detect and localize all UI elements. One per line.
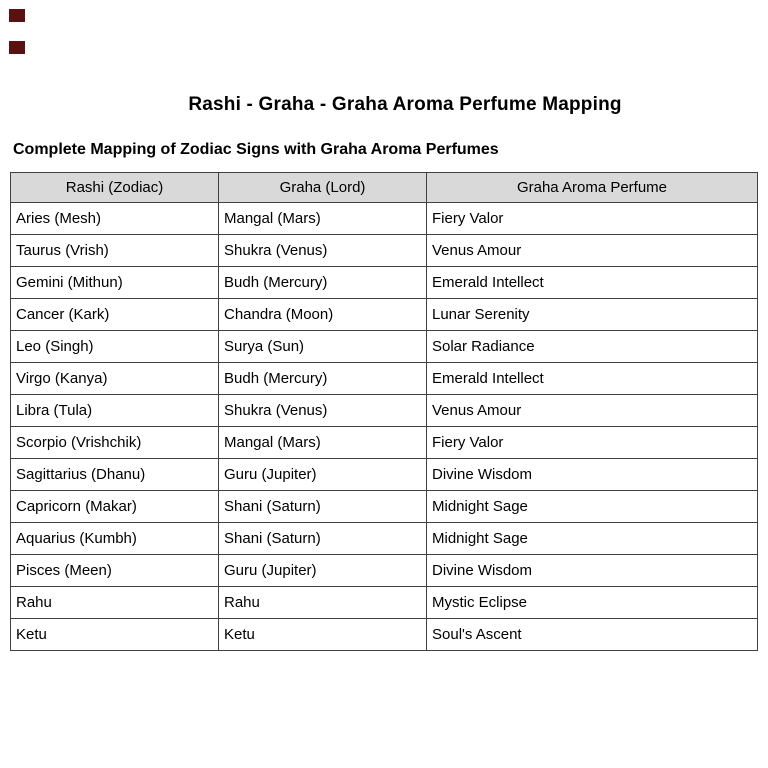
table-body bbox=[11, 203, 758, 651]
table-row bbox=[11, 523, 758, 555]
table-cell: Rahu bbox=[11, 587, 219, 619]
table-row bbox=[11, 555, 758, 587]
table-cell: Capricorn (Makar) bbox=[11, 491, 219, 523]
column-header-3: Graha Aroma Perfume bbox=[427, 173, 758, 203]
table-cell: Leo (Singh) bbox=[11, 331, 219, 363]
table-cell: Budh (Mercury) bbox=[219, 363, 427, 395]
table-cell: Ketu bbox=[11, 619, 219, 651]
table-cell: Rahu bbox=[219, 587, 427, 619]
table-cell: Emerald Intellect bbox=[427, 267, 758, 299]
table-cell: Fiery Valor bbox=[427, 427, 758, 459]
table-cell: Mangal (Mars) bbox=[219, 203, 427, 235]
table-row bbox=[11, 395, 758, 427]
table-cell: Libra (Tula) bbox=[11, 395, 219, 427]
table-cell: Shukra (Venus) bbox=[219, 395, 427, 427]
table-cell: Aquarius (Kumbh) bbox=[11, 523, 219, 555]
table-cell: Chandra (Moon) bbox=[219, 299, 427, 331]
table-cell: Solar Radiance bbox=[427, 331, 758, 363]
table-cell: Shani (Saturn) bbox=[219, 523, 427, 555]
table-cell: Venus Amour bbox=[427, 395, 758, 427]
table-row bbox=[11, 203, 758, 235]
table-header-row bbox=[11, 173, 758, 203]
table-cell: Shukra (Venus) bbox=[219, 235, 427, 267]
table-row bbox=[11, 331, 758, 363]
table-cell: Midnight Sage bbox=[427, 523, 758, 555]
table-cell: Budh (Mercury) bbox=[219, 267, 427, 299]
column-header-1: Rashi (Zodiac) bbox=[11, 173, 219, 203]
table-cell: Cancer (Kark) bbox=[11, 299, 219, 331]
table-cell: Shani (Saturn) bbox=[219, 491, 427, 523]
table-cell: Virgo (Kanya) bbox=[11, 363, 219, 395]
table-cell: Mystic Eclipse bbox=[427, 587, 758, 619]
table-cell: Emerald Intellect bbox=[427, 363, 758, 395]
table-cell: Divine Wisdom bbox=[427, 555, 758, 587]
table-cell: Mangal (Mars) bbox=[219, 427, 427, 459]
table-cell: Scorpio (Vrishchik) bbox=[11, 427, 219, 459]
page-title: Rashi - Graha - Graha Aroma Perfume Mapping bbox=[188, 94, 622, 115]
table-row bbox=[11, 299, 758, 331]
table-row bbox=[11, 491, 758, 523]
table-cell: Lunar Serenity bbox=[427, 299, 758, 331]
table-cell: Midnight Sage bbox=[427, 491, 758, 523]
page-subtitle: Complete Mapping of Zodiac Signs with Graha Aroma Perfumes bbox=[13, 141, 499, 158]
table-row bbox=[11, 363, 758, 395]
table-row bbox=[11, 267, 758, 299]
table-cell: Taurus (Vrish) bbox=[11, 235, 219, 267]
table-row bbox=[11, 587, 758, 619]
table-cell: Pisces (Meen) bbox=[11, 555, 219, 587]
artifact-square-1 bbox=[9, 9, 25, 22]
mapping-table bbox=[10, 172, 758, 651]
table-cell: Guru (Jupiter) bbox=[219, 555, 427, 587]
table-cell: Divine Wisdom bbox=[427, 459, 758, 491]
table-cell: Aries (Mesh) bbox=[11, 203, 219, 235]
table-cell: Gemini (Mithun) bbox=[11, 267, 219, 299]
table-row bbox=[11, 619, 758, 651]
table-cell: Soul's Ascent bbox=[427, 619, 758, 651]
table-cell: Fiery Valor bbox=[427, 203, 758, 235]
table-row bbox=[11, 427, 758, 459]
table-row bbox=[11, 235, 758, 267]
table-cell: Ketu bbox=[219, 619, 427, 651]
table-cell: Surya (Sun) bbox=[219, 331, 427, 363]
table-cell: Venus Amour bbox=[427, 235, 758, 267]
table-cell: Sagittarius (Dhanu) bbox=[11, 459, 219, 491]
table-cell: Guru (Jupiter) bbox=[219, 459, 427, 491]
column-header-2: Graha (Lord) bbox=[219, 173, 427, 203]
artifact-square-2 bbox=[9, 41, 25, 54]
table-row bbox=[11, 459, 758, 491]
